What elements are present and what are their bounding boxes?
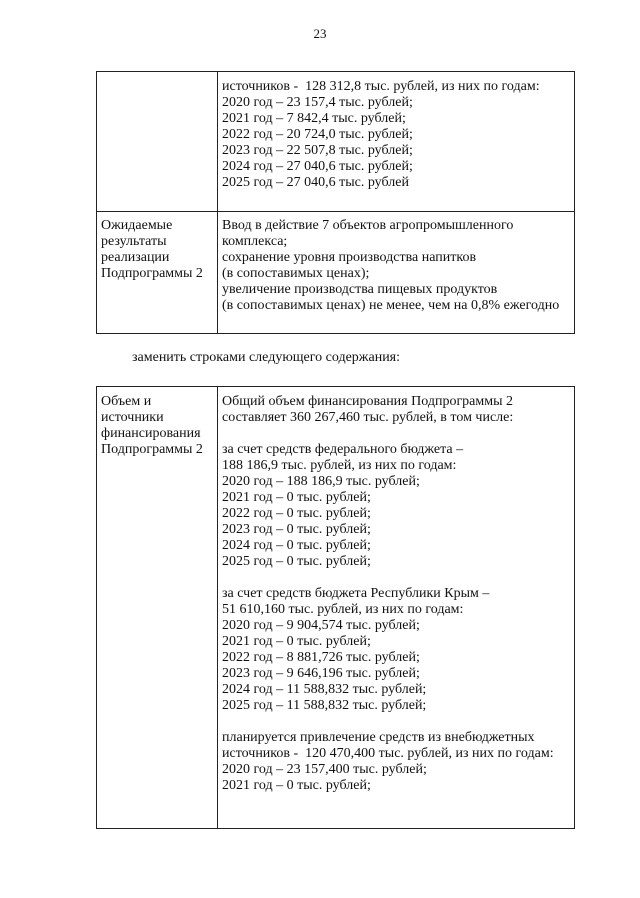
text-line: 2022 год – 0 тыс. рублей; [222, 506, 371, 521]
text-line: за счет средств бюджета Республики Крым – [222, 586, 490, 601]
text-line: 2022 год – 8 881,726 тыс. рублей; [222, 650, 420, 665]
paragraph-gap [222, 714, 570, 730]
row-label-cell [97, 212, 218, 334]
text-line: 2024 год – 11 588,832 тыс. рублей; [222, 682, 427, 697]
label-line: Подпрограммы 2 [101, 266, 203, 281]
text-line: 2020 год – 188 186,9 тыс. рублей; [222, 474, 420, 489]
text-line: сохранение уровня производства напитков [222, 250, 477, 265]
page-number: 23 [313, 26, 327, 41]
paragraph-gap [222, 570, 570, 586]
row-label-cell [97, 72, 218, 212]
text-line: 2020 год – 9 904,574 тыс. рублей; [222, 618, 420, 633]
table-row [97, 387, 575, 829]
label-line: источники [101, 410, 164, 425]
text-line: планируется привлечение средств из внебюджетных [222, 730, 535, 745]
label-line: Подпрограммы 2 [101, 442, 203, 457]
label-line: Ожидаемые [101, 218, 173, 233]
text-line: 2021 год – 7 842,4 тыс. рублей; [222, 111, 406, 126]
text-line: 2023 год – 0 тыс. рублей; [222, 522, 371, 537]
label-line: финансирования [101, 426, 201, 441]
text-line: 2020 год – 23 157,4 тыс. рублей; [222, 95, 413, 110]
text-line: увеличение производства пищевых продуктов [222, 282, 498, 297]
text-line: комплекса; [222, 234, 288, 249]
text-line: 2020 год – 23 157,400 тыс. рублей; [222, 762, 427, 777]
text-line: источников - 120 470,400 тыс. рублей, из них по годам: [222, 746, 554, 761]
text-line: 2025 год – 11 588,832 тыс. рублей; [222, 698, 427, 713]
text-line: (в сопоставимых ценах) не менее, чем на 0,8% ежегодно [222, 298, 560, 313]
paragraph-gap [222, 426, 570, 442]
text-line: 2024 год – 0 тыс. рублей; [222, 538, 371, 553]
row-label-cell [97, 387, 218, 829]
label-line: реализации [101, 250, 170, 265]
text-line: Общий объем финансирования Подпрограммы 2 [222, 394, 514, 409]
text-line: 188 186,9 тыс. рублей, из них по годам: [222, 458, 457, 473]
text-line: источников - 128 312,8 тыс. рублей, из них по годам: [222, 79, 540, 94]
text-line: 51 610,160 тыс. рублей, из них по годам: [222, 602, 464, 617]
replace-instruction: заменить строками следующего содержания: [132, 350, 401, 365]
text-line: 2021 год – 0 тыс. рублей; [222, 634, 371, 649]
previous-rows-table [96, 71, 575, 334]
text-line: 2024 год – 27 040,6 тыс. рублей; [222, 159, 413, 174]
label-line: Объем и [101, 394, 152, 409]
text-line: 2023 год – 22 507,8 тыс. рублей; [222, 143, 413, 158]
table-row [97, 72, 575, 212]
text-line: составляет 360 267,460 тыс. рублей, в том числе: [222, 410, 514, 425]
text-line: 2021 год – 0 тыс. рублей; [222, 490, 371, 505]
text-line: (в сопоставимых ценах); [222, 266, 370, 281]
text-line: 2023 год – 9 646,196 тыс. рублей; [222, 666, 420, 681]
row-content-cell [218, 72, 575, 212]
text-line: 2021 год – 0 тыс. рублей; [222, 778, 371, 793]
row-content-cell [218, 387, 575, 829]
text-line: Ввод в действие 7 объектов агропромышленного [222, 218, 514, 233]
row-content-cell [218, 212, 575, 334]
label-line: результаты [101, 234, 167, 249]
table-row [97, 212, 575, 334]
text-line: 2022 год – 20 724,0 тыс. рублей; [222, 127, 413, 142]
replacement-rows-table [96, 386, 575, 829]
text-line: за счет средств федерального бюджета – [222, 442, 464, 457]
text-line: 2025 год – 27 040,6 тыс. рублей [222, 175, 409, 190]
text-line: 2025 год – 0 тыс. рублей; [222, 554, 371, 569]
